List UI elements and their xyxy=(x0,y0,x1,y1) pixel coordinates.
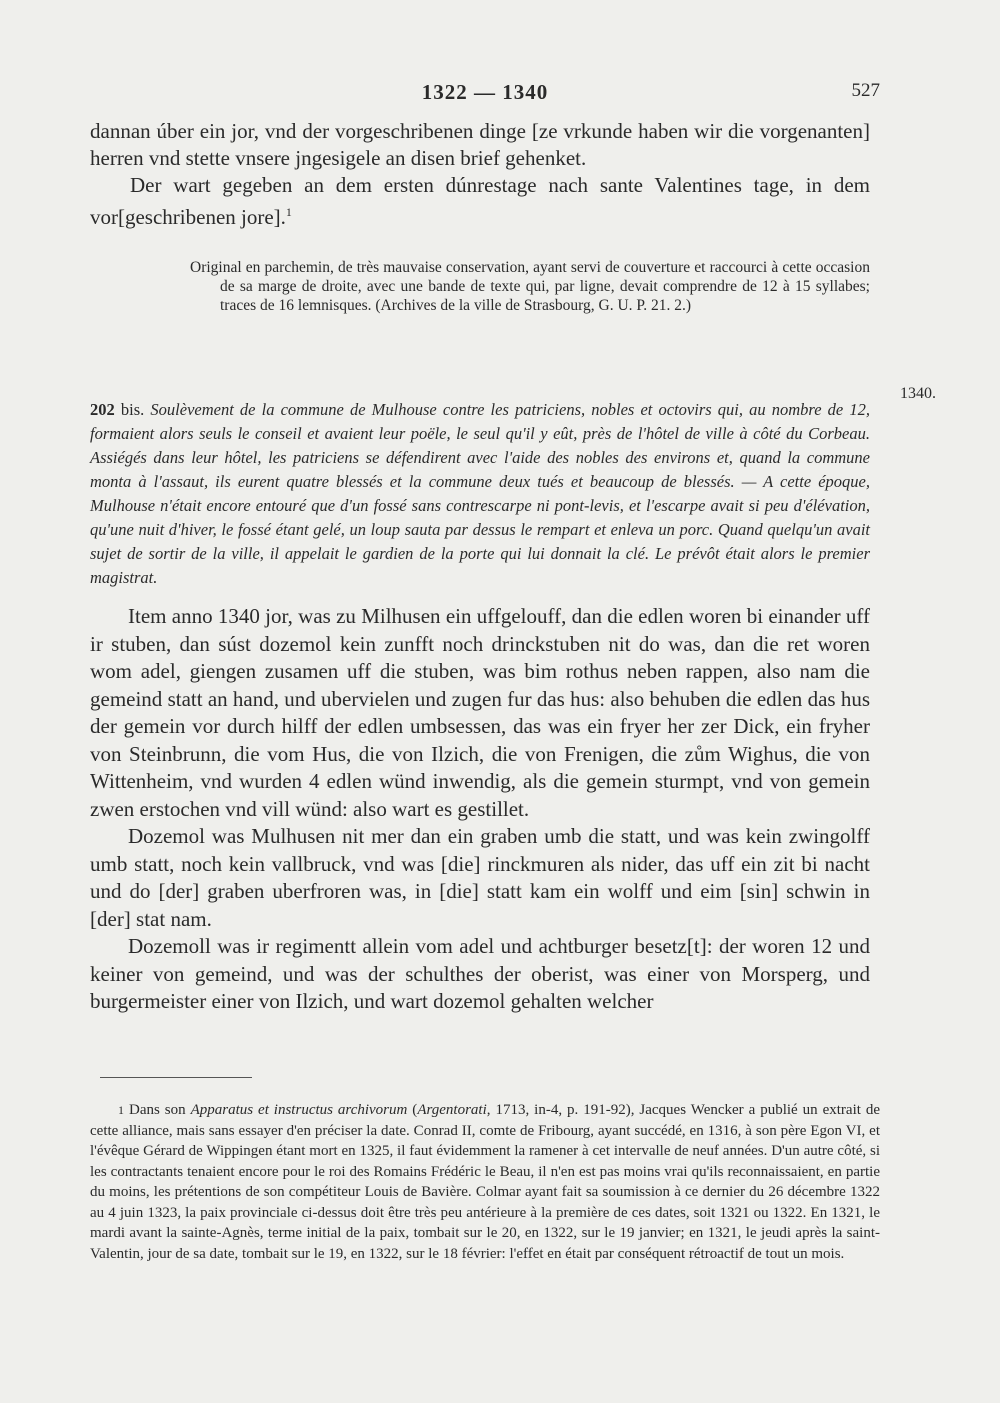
footnote-place: Argentorati xyxy=(417,1102,487,1118)
chronicle-paragraph: Dozemol was Mulhusen nit mer dan ein graben umb die statt, und was kein zwingolff umb statt, noch kein vallbruck, vnd was [die] rinckmuren als nider, das uff ein zit bi nacht und do [der] graben uberfroren was, in [die] statt kam ein wolff und eim [sin] schwin in [der] stat nam. xyxy=(90,824,870,931)
footnote-text: 1 Dans son Apparatus et instructus archivorum (Argentorati, 1713, in-4, p. 191-92), Jacques Wencker a publié un extrait de cette alliance, mais sans essayer d'en préciser la date. Conrad II, comte de Fribourg, ayant succédé, en 1316, à son père Egon VI, et l'évêque Gérard de Wippingen étant mort en 1325, il faut évidemment la ramener à cet intervalle de neuf années. D'un autre côté, si les contractants tenaient encore pour le roi des Romains Frédéric le Beau, il n'en est pas moins vrai qu'ils reconnaissaient, en partie du moins, les prétentions de son compétiteur Louis de Bavière. Colmar ayant fait sa soumission à ce dernier du 26 décembre 1322 au 4 juin 1323, la paix provinciale ci-dessus doit être très peu antérieure à la première de ces dates, soit 1321 ou 1322. En 1321, le mardi avant la sainte-Agnès, terme initial de la paix, tombait sur le 20, en 1322, sur le 19 janvier; en 1321, le jeudi après la saint-Valentin, jour de sa date, tombait sur le 19, en 1322, sur le 18 février: l'effet en était par conséquent rétroactif de tout un mois. xyxy=(90,1102,881,1262)
running-header xyxy=(90,80,880,110)
entry-summary xyxy=(90,398,870,590)
source-note xyxy=(190,258,870,315)
footnote xyxy=(90,1100,880,1264)
chronicle-text xyxy=(90,603,870,1016)
footnote-body: , 1713, in-4, p. 191-92), Jacques Wencker a publié un extrait de cette alliance, mais sans essayer d'en préciser la date. Conrad II, comte de Fribourg, ayant succédé, en 1316, à son père Egon VI, et l'évêque Gérard de Wippingen étant mort en 1325, il faut évidemment la ramener à cet intervalle de neuf années. D'un autre côté, si les contractants tenaient encore pour le roi des Romains Frédéric le Beau, il n'en est pas moins vrai qu'ils reconnaissaient, en partie du moins, les prétentions de son compétiteur Louis de Bavière. Colmar ayant fait sa soumission à ce dernier du 26 décembre 1322 au 4 juin 1323, la paix provinciale ci-dessus doit être très peu antérieure à la première de ces dates, soit 1321 ou 1322. En 1321, le mardi avant la sainte-Agnès, terme initial de la paix, tombait sur le 20, en 1322, sur le 19 janvier; en 1321, le jeudi après la saint-Valentin, jour de sa date, tombait sur le 19, en 1322, sur le 18 février: l'effet en était par conséquent rétroactif de tout un mois. xyxy=(90,1102,881,1262)
source-note-text: Original en parchemin, de très mauvaise conservation, ayant servi de couverture et raccourci à cette occasion de sa marge de droite, avec une bande de texte qui, par ligne, devait comprendre de 12 à 15 syllabes; traces de 16 lemnisques. (Archives de la ville de Strasbourg, G. U. P. 21. 2.) xyxy=(190,259,870,314)
footnote-intro: Dans son xyxy=(129,1102,186,1118)
footnote-reference: 1 xyxy=(285,205,292,219)
dating-clause-text: Der wart gegeben an dem ersten dúnrestage nach sante Valentines tage, in dem vor[geschribenen jore]. xyxy=(90,173,870,229)
chronicle-paragraph: Item anno 1340 jor, was zu Milhusen ein uffgelouff, dan die edlen woren bi einander uff ir stuben, dan súst dozemol kein zunfft noch drinckstuben nit do was, dan die ret woren wom adel, giengen zusamen uff die stuben, was bim rothus neben rappen, also nam die gemeind statt an hand, und ubervielen und zugen fur das hus: also behuben die edlen das hus der gemein vor durch hilff der edlen umbsessen, das was ein fryer her zer Dick, ein fryher von Steinbrunn, die vom Hus, die von Ilzich, die von Frenigen, die zům Wighus, die von Wittenheim, vnd wurden 4 edlen wünd inwendig, als die gemein sturmpt, vnd von gemein zwen erstochen vnd vill wünd: also wart es gestillet. xyxy=(90,604,870,821)
chronicle-paragraph: Dozemoll was ir regimentt allein vom adel und achtburger besetz[t]: der woren 12 und keiner von gemeind, und was der schulthes der oberist, was einer von Morsperg, und burgermeister einer von Ilzich, und wart dozemol gehalten welcher xyxy=(90,934,870,1013)
footnote-separator xyxy=(100,1077,252,1078)
entry-number: 202 xyxy=(90,400,115,419)
header-date-range: 1322 — 1340 xyxy=(421,80,549,104)
entry-suffix: bis. xyxy=(120,400,145,419)
charter-dating-clause xyxy=(90,172,870,231)
entry-summary-text: Soulèvement de la commune de Mulhouse contre les patriciens, nobles et octovirs qui, au nombre de 12, formaient alors seuls le conseil et avaient leur poële, le seul qu'il y eût, près de l'hôtel de ville à côté du Corbeau. Assiégés dans leur hôtel, les patriciens se défendirent avec l'aide des nobles des environs et, quand la commune monta à l'assaut, ils eurent quatre blessés et la commune deux tués et beaucoup de blessés. — A cette époque, Mulhouse n'était encore entouré que d'un fossé sans contrescarpe ni pont-levis, et l'escarpe avait si peu d'élévation, qu'une nuit d'hiver, le fossé étant gelé, un loup sauta par dessus le rempart et enleva un porc. Quand quelqu'un avait sujet de sortir de la ville, il appelait le gardien de la porte qui lui donnait la clé. Le prévôt était alors le premier magistrat. xyxy=(90,400,871,587)
page-number: 527 xyxy=(851,80,880,101)
margin-year: 1340. xyxy=(900,385,936,402)
charter-text-continuation xyxy=(90,118,870,231)
footnote-marker: 1 xyxy=(118,1103,124,1117)
footnote-book-title: Apparatus et instructus archivorum xyxy=(190,1102,408,1118)
charter-paragraph: dannan úber ein jor, vnd der vorgeschribenen dinge [ze vrkunde haben wir die vorgenanten] herren vnd stette vnsere jngesigele an disen brief gehenket. xyxy=(90,119,870,170)
